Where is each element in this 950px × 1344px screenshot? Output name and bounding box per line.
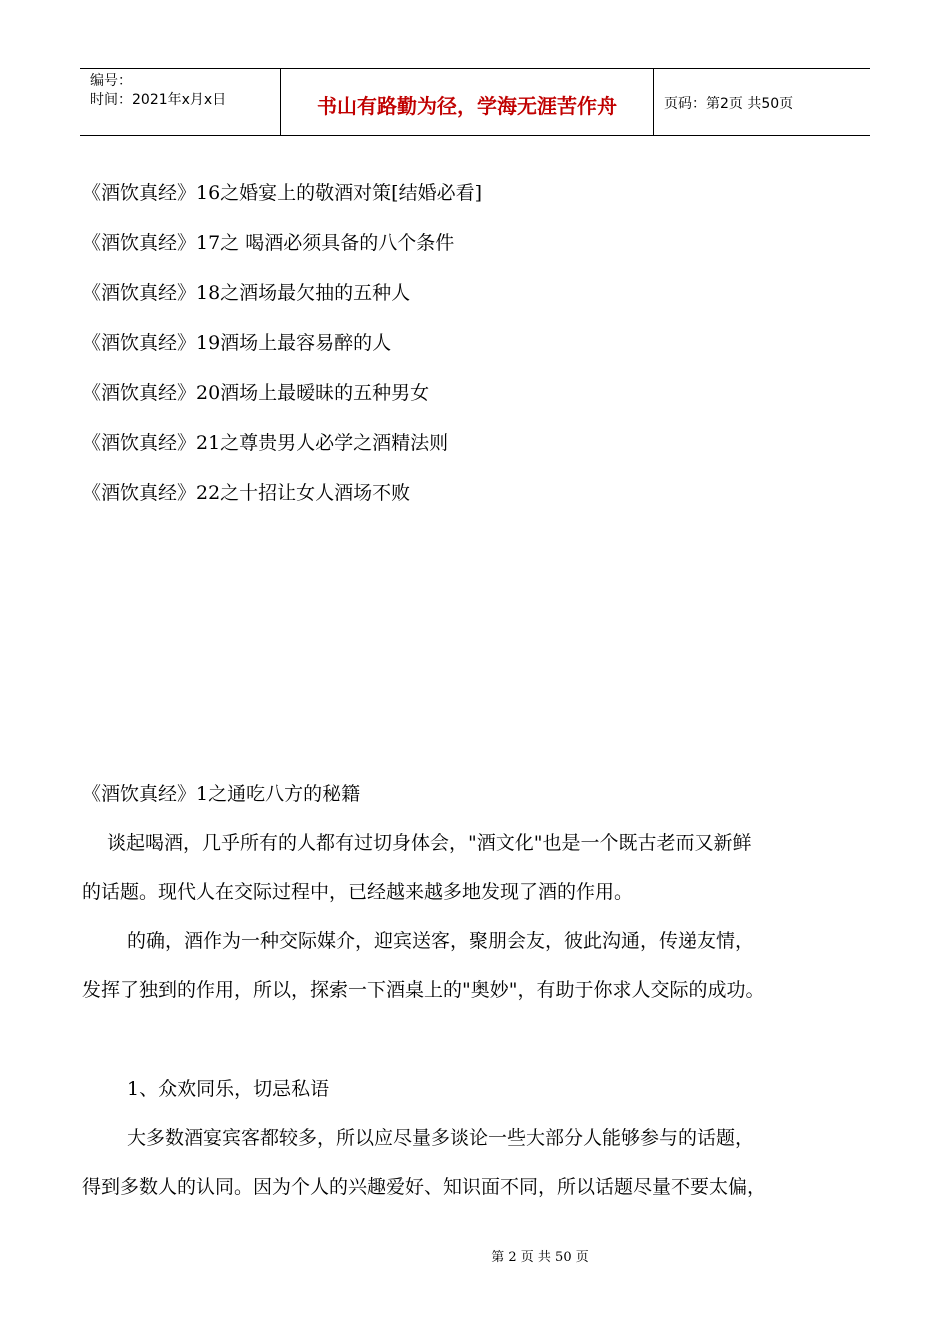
paragraph-line: 得到多数人的认同。因为个人的兴趣爱好、知识面不同，所以话题尽量不要太偏， bbox=[82, 1176, 767, 1198]
section-title: 1、众欢同乐，切忌私语 bbox=[127, 1078, 330, 1100]
paragraph-line: 谈起喝酒，几乎所有的人都有过切身体会，"酒文化"也是一个既古老而又新鲜 bbox=[107, 832, 752, 854]
chapter-title: 《酒饮真经》1之通吃八方的秘籍 bbox=[82, 783, 361, 805]
toc-item: 《酒饮真经》17之 喝酒必须具备的八个条件 bbox=[82, 232, 455, 254]
toc-item: 《酒饮真经》19酒场上最容易醉的人 bbox=[82, 332, 392, 354]
paragraph-line: 大多数酒宴宾客都较多，所以应尽量多谈论一些大部分人能够参与的话题， bbox=[127, 1127, 755, 1149]
header-motto: 书山有路勤为径，学海无涯苦作舟 bbox=[281, 69, 654, 135]
paragraph-line: 发挥了独到的作用，所以，探索一下酒桌上的"奥妙"，有助于你求人交际的成功。 bbox=[82, 979, 765, 1001]
toc-item: 《酒饮真经》21之尊贵男人必学之酒精法则 bbox=[82, 432, 449, 454]
header-meta bbox=[80, 69, 281, 135]
toc-item: 《酒饮真经》22之十招让女人酒场不败 bbox=[82, 482, 411, 504]
paragraph-line: 的确，酒作为一种交际媒介，迎宾送客，聚朋会友，彼此沟通，传递友情， bbox=[127, 930, 755, 952]
toc-item: 《酒饮真经》20酒场上最暧昧的五种男女 bbox=[82, 382, 430, 404]
paragraph-line: 的话题。现代人在交际过程中，已经越来越多地发现了酒的作用。 bbox=[82, 881, 634, 903]
table-of-contents bbox=[82, 175, 482, 525]
document-body bbox=[82, 770, 882, 1212]
page-footer: 第 2 页 共 50 页 bbox=[491, 1250, 589, 1265]
paragraph-gap bbox=[82, 1015, 882, 1065]
page-header bbox=[80, 68, 870, 136]
toc-item: 《酒饮真经》16之婚宴上的敬酒对策[结婚必看] bbox=[82, 182, 483, 204]
header-page-label: 页码：第2页 共50页 bbox=[664, 96, 794, 112]
document-number-label: 编号： bbox=[90, 73, 132, 89]
document-time-label: 时间：2021年x月x日 bbox=[90, 92, 227, 108]
toc-item: 《酒饮真经》18之酒场最欠抽的五种人 bbox=[82, 282, 411, 304]
